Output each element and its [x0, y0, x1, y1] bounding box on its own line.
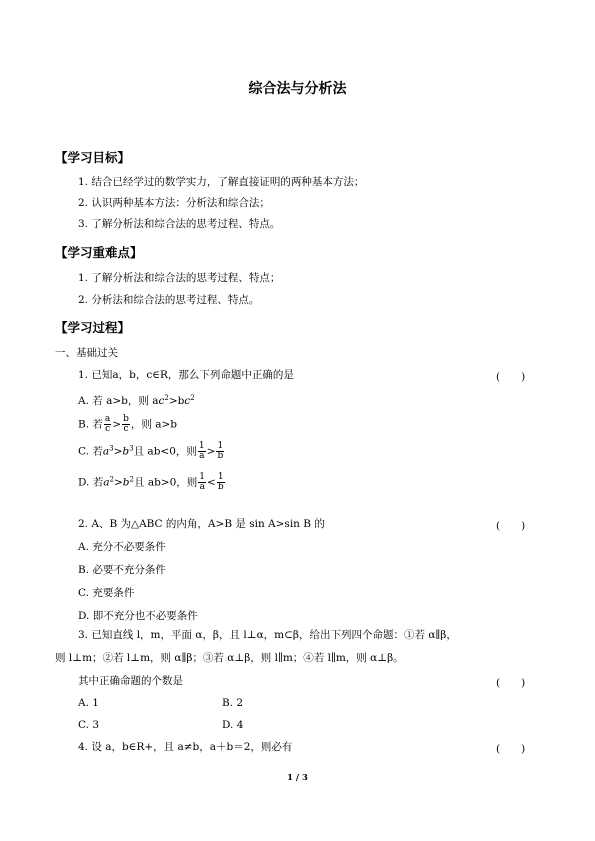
question-3-option-c: C. 3 [78, 719, 100, 731]
question-1-option-c: C. 若$a^3>b^3$且 ab<0，则 $\frac{1}{a}$ > $\frac{1}{b}$ [78, 441, 224, 461]
question-2-option-b: B. 必要不充分条件 [78, 564, 166, 576]
question-4-answer-blank: ( ) [496, 743, 526, 755]
question-3-answer-blank: ( ) [496, 677, 526, 689]
question-3-line-1: 3. 已知直线 l，m，平面 α，β，且 l⊥α，m⊂β，给出下列四个命题：①若 α∥β， [78, 629, 457, 641]
question-3-line-2: 则 l⊥m；②若 l⊥m，则 α∥β；③若 α⊥β，则 l∥m；④若 l∥m，则 α⊥β。 [55, 652, 404, 664]
question-3-option-a: A. 1 [78, 697, 99, 709]
section-heading-key-points: 【学习重难点】 [55, 245, 143, 260]
question-1-option-b: B. 若 $\frac{a}{c}$ > $\frac{b}{c}$ ，则 a>b [78, 414, 177, 434]
fraction-1-over-a: $\frac{1}{a}$ [198, 441, 205, 461]
question-1-answer-blank: ( ) [496, 371, 526, 383]
question-2-option-c: C. 充要条件 [78, 587, 135, 599]
key-point-2: 2. 分析法和综合法的思考过程、特点。 [78, 294, 260, 306]
part-one-heading: 一、基础过关 [55, 347, 118, 359]
key-point-1: 1. 了解分析法和综合法的思考过程、特点； [78, 272, 281, 284]
fraction-1-over-a: $\frac{1}{a}$ [199, 472, 206, 492]
fraction-b-over-c: $\frac{b}{c}$ [123, 414, 129, 434]
page-number: 1 / 3 [287, 773, 308, 783]
question-1-option-a: A. 若 a>b，则 $ac^2>bc^2$ [78, 394, 195, 407]
section-heading-goals: 【学习目标】 [55, 150, 131, 165]
question-2-option-d: D. 即不充分也不必要条件 [78, 610, 198, 622]
question-1-stem: 1. 已知a，b，c∈R，那么下列命题中正确的是 [78, 369, 294, 381]
question-3-line-3: 其中正确命题的个数是 [78, 675, 183, 687]
question-2-answer-blank: ( ) [496, 520, 526, 532]
question-2-option-a: A. 充分不必要条件 [78, 541, 166, 553]
fraction-1-over-b: $\frac{1}{b}$ [217, 441, 224, 461]
question-2-stem: 2. A、B 为△ABC 的内角，A>B 是 sin A>sin B 的 [78, 518, 325, 530]
question-3-option-b: B. 2 [222, 697, 244, 709]
goal-item-2: 2. 认识两种基本方法：分析法和综合法； [78, 197, 270, 209]
fraction-a-over-c: $\frac{a}{c}$ [104, 414, 111, 434]
question-4-stem: 4. 设 a，b∈R+，且 a≠b，a＋b＝2，则必有 [78, 741, 293, 753]
section-heading-process: 【学习过程】 [55, 320, 131, 335]
page-title: 综合法与分析法 [248, 81, 347, 97]
question-1-option-d: D. 若$a^2>b^2$且 ab>0，则 $\frac{1}{a}$ < $\frac{1}{b}$ [78, 472, 224, 492]
goal-item-3: 3. 了解分析法和综合法的思考过程、特点。 [78, 218, 281, 230]
question-3-option-d: D. 4 [222, 719, 244, 731]
goal-item-1: 1. 结合已经学过的数学实力，了解直接证明的两种基本方法； [78, 176, 365, 188]
fraction-1-over-b: $\frac{1}{b}$ [217, 472, 224, 492]
